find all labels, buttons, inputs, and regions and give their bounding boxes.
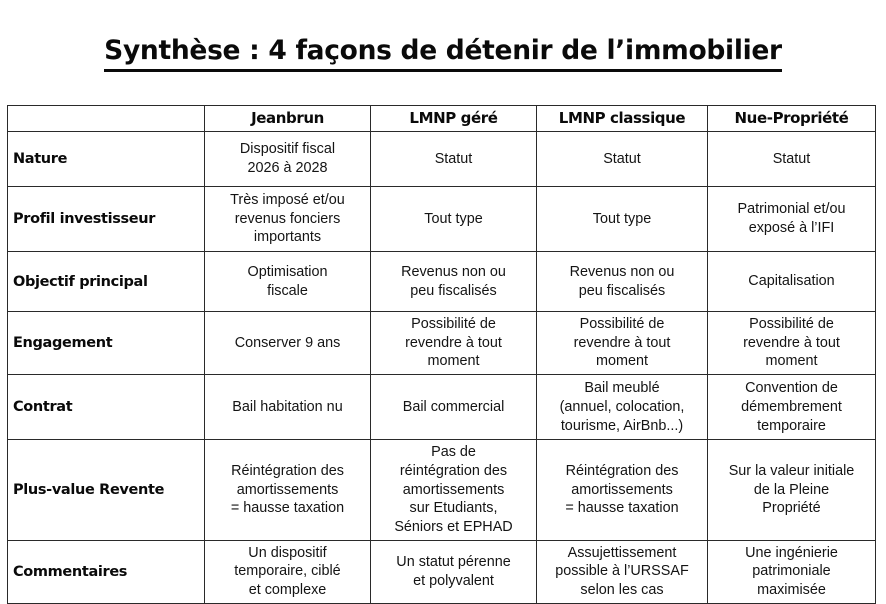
cell-nature-nue-propriete: Statut xyxy=(708,132,876,187)
cell-plusvalue-nue-propriete: Sur la valeur initiale de la Pleine Propriété xyxy=(708,440,876,541)
cell-plusvalue-lmnp-classique: Réintégration des amortissements = hausse taxation xyxy=(537,440,708,541)
table-row xyxy=(8,540,876,603)
column-header-jeanbrun: Jeanbrun xyxy=(205,106,371,132)
row-label-contrat: Contrat xyxy=(8,375,205,440)
cell-commentaires-nue-propriete: Une ingénierie patrimoniale maximisée xyxy=(708,540,876,603)
title-container xyxy=(0,18,886,90)
cell-engagement-lmnp-classique: Possibilité de revendre à tout moment xyxy=(537,312,708,375)
row-label-profil-investisseur: Profil investisseur xyxy=(8,187,205,252)
cell-objectif-lmnp-classique: Revenus non ou peu fiscalisés xyxy=(537,252,708,312)
cell-contrat-lmnp-classique: Bail meublé (annuel, colocation, tourisme, AirBnb...) xyxy=(537,375,708,440)
cell-plusvalue-lmnp-gere: Pas de réintégration des amortissements sur Etudiants, Séniors et EPHAD xyxy=(371,440,537,541)
cell-profil-lmnp-classique: Tout type xyxy=(537,187,708,252)
table-corner-cell xyxy=(8,106,205,132)
cell-nature-lmnp-gere: Statut xyxy=(371,132,537,187)
cell-objectif-nue-propriete: Capitalisation xyxy=(708,252,876,312)
row-label-nature: Nature xyxy=(8,132,205,187)
table-row xyxy=(8,187,876,252)
cell-profil-nue-propriete: Patrimonial et/ou exposé à l’IFI xyxy=(708,187,876,252)
comparison-table-container xyxy=(7,105,875,604)
table-body xyxy=(8,132,876,604)
cell-objectif-lmnp-gere: Revenus non ou peu fiscalisés xyxy=(371,252,537,312)
cell-commentaires-lmnp-gere: Un statut pérenne et polyvalent xyxy=(371,540,537,603)
table-row xyxy=(8,312,876,375)
cell-commentaires-lmnp-classique: Assujettissement possible à l’URSSAF selon les cas xyxy=(537,540,708,603)
cell-contrat-jeanbrun: Bail habitation nu xyxy=(205,375,371,440)
table-row xyxy=(8,440,876,541)
cell-nature-jeanbrun: Dispositif fiscal 2026 à 2028 xyxy=(205,132,371,187)
cell-contrat-nue-propriete: Convention de démembrement temporaire xyxy=(708,375,876,440)
comparison-table xyxy=(7,105,876,604)
table-header-row xyxy=(8,106,876,132)
table-row xyxy=(8,132,876,187)
row-label-commentaires: Commentaires xyxy=(8,540,205,603)
column-header-nue-propriete: Nue-Propriété xyxy=(708,106,876,132)
cell-engagement-jeanbrun: Conserver 9 ans xyxy=(205,312,371,375)
row-label-plus-value-revente: Plus-value Revente xyxy=(8,440,205,541)
cell-nature-lmnp-classique: Statut xyxy=(537,132,708,187)
cell-objectif-jeanbrun: Optimisation fiscale xyxy=(205,252,371,312)
cell-contrat-lmnp-gere: Bail commercial xyxy=(371,375,537,440)
cell-engagement-nue-propriete: Possibilité de revendre à tout moment xyxy=(708,312,876,375)
cell-plusvalue-jeanbrun: Réintégration des amortissements = hausse taxation xyxy=(205,440,371,541)
cell-profil-lmnp-gere: Tout type xyxy=(371,187,537,252)
table-head xyxy=(8,106,876,132)
page-title: Synthèse : 4 façons de détenir de l’immobilier xyxy=(104,36,782,72)
cell-engagement-lmnp-gere: Possibilité de revendre à tout moment xyxy=(371,312,537,375)
table-row xyxy=(8,375,876,440)
row-label-engagement: Engagement xyxy=(8,312,205,375)
table-row xyxy=(8,252,876,312)
row-label-objectif-principal: Objectif principal xyxy=(8,252,205,312)
cell-profil-jeanbrun: Très imposé et/ou revenus fonciers importants xyxy=(205,187,371,252)
column-header-lmnp-classique: LMNP classique xyxy=(537,106,708,132)
column-header-lmnp-gere: LMNP géré xyxy=(371,106,537,132)
cell-commentaires-jeanbrun: Un dispositif temporaire, ciblé et complexe xyxy=(205,540,371,603)
